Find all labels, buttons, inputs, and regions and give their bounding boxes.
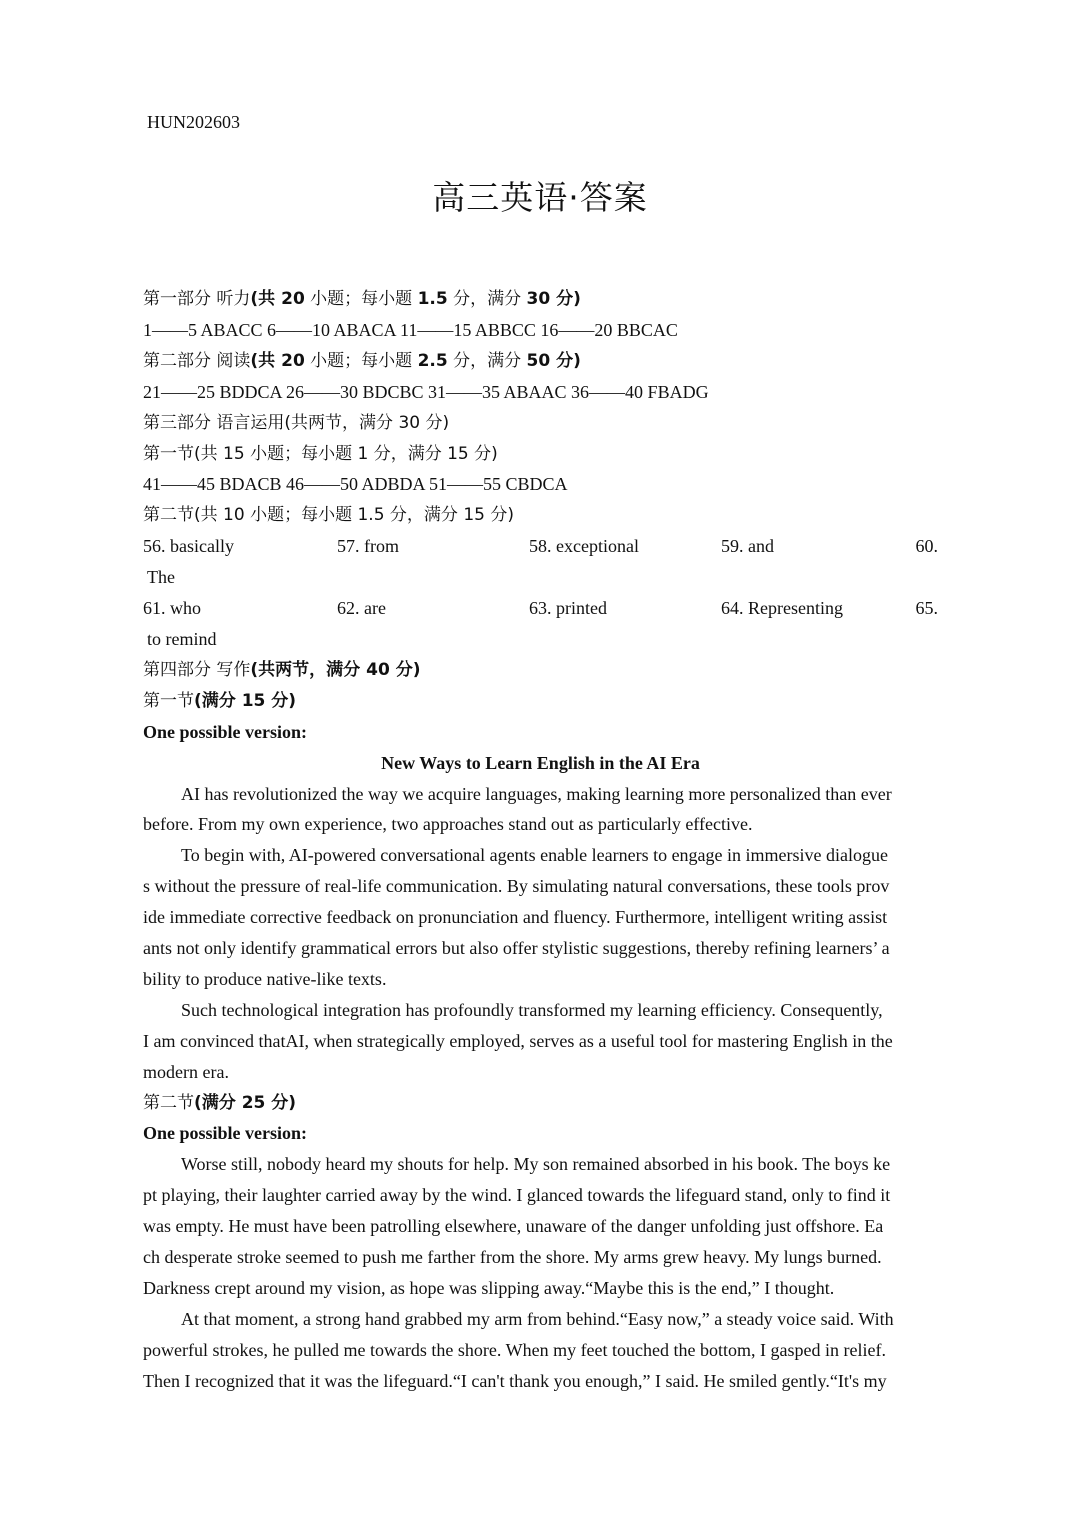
part4-section2-heading: 第二节(满分 25 分) xyxy=(143,1092,297,1113)
version-label-1: One possible version: xyxy=(143,721,308,742)
essay-line: Such technological integration has profoundly transformed my learning efficiency. Consequently, xyxy=(181,999,883,1020)
story-line: Worse still, nobody heard my shouts for help. My son remained absorbed in his book. The boys ke xyxy=(181,1154,891,1175)
answer-64: 64. Representing xyxy=(721,598,843,619)
story-line: was empty. He must have been patrolling elsewhere, unaware of the danger unfolding just offshore. Ea xyxy=(143,1216,884,1237)
part2-answers: 21——25 BDDCA 26——30 BDCBC 31——35 ABAAC 36——40 FBADG xyxy=(143,381,709,402)
story-line: ch desperate stroke seemed to push me farther from the shore. My arms grew heavy. My lungs burned. xyxy=(143,1247,882,1268)
essay-line: bility to produce native-like texts. xyxy=(143,968,387,989)
answer-60-number: 60. xyxy=(915,536,938,557)
answer-row-61-65 xyxy=(143,593,938,624)
story-line: Then I recognized that it was the lifeguard.“I can't thank you enough,” I said. He smiled gently.“It's my xyxy=(143,1370,887,1391)
answer-57: 57. from xyxy=(337,536,399,557)
answer-56: 56. basically xyxy=(143,536,234,557)
answer-59: 59. and xyxy=(721,536,774,557)
part2-heading: 第二部分 阅读(共 20 小题；每小题 2.5 分，满分 50 分) xyxy=(143,350,581,371)
essay-line: s without the pressure of real-life communication. By simulating natural conversations, these tools prov xyxy=(143,876,890,897)
answer-60-text: The xyxy=(147,567,175,588)
story-line: powerful strokes, he pulled me towards the shore. When my feet touched the bottom, I gasped in relief. xyxy=(143,1339,886,1360)
answer-65-number: 65. xyxy=(915,598,938,619)
essay-line: To begin with, AI-powered conversational agents enable learners to engage in immersive dialogue xyxy=(181,845,889,866)
part3-section1-heading: 第一节(共 15 小题；每小题 1 分，满分 15 分) xyxy=(143,443,498,464)
answer-row-56-60 xyxy=(143,531,938,562)
part1-heading: 第一部分 听力(共 20 小题；每小题 1.5 分，满分 30 分) xyxy=(143,289,581,309)
essay-line: before. From my own experience, two approaches stand out as particularly effective. xyxy=(143,814,753,835)
answer-65-text: to remind xyxy=(147,628,217,649)
part4-section1-heading: 第一节(满分 15 分) xyxy=(143,690,297,711)
part3-heading: 第三部分 语言运用(共两节，满分 30 分) xyxy=(143,412,450,433)
part1-answers: 1——5 ABACC 6——10 ABACA 11——15 ABBCC 16——20 BBCAC xyxy=(143,319,678,340)
story-line: At that moment, a strong hand grabbed my arm from behind.“Easy now,” a steady voice said. With xyxy=(181,1308,894,1329)
essay-line: ants not only identify grammatical errors but also offer stylistic suggestions, thereby refining learners’ a xyxy=(143,938,890,959)
part3-section1-answers: 41——45 BDACB 46——50 ADBDA 51——55 CBDCA xyxy=(143,474,568,495)
story-line: pt playing, their laughter carried away by the wind. I glanced towards the lifeguard stand, only to find it xyxy=(143,1185,891,1206)
answer-63: 63. printed xyxy=(529,598,607,619)
answer-58: 58. exceptional xyxy=(529,536,639,557)
essay-line: ide immediate corrective feedback on pronunciation and fluency. Furthermore, intelligent writing assist xyxy=(143,907,888,928)
essay-line: I am convinced thatAI, when strategically employed, serves as a useful tool for mastering English in the xyxy=(143,1030,893,1051)
answer-62: 62. are xyxy=(337,598,386,619)
answer-61: 61. who xyxy=(143,598,201,619)
essay-line: modern era. xyxy=(143,1061,229,1082)
page-title: 高三英语·答案 xyxy=(432,178,648,217)
essay-line: AI has revolutionized the way we acquire languages, making learning more personalized than ever xyxy=(181,783,892,804)
story-line: Darkness crept around my vision, as hope was slipping away.“Maybe this is the end,” I thought. xyxy=(143,1278,835,1298)
part4-heading: 第四部分 写作(共两节，满分 40 分) xyxy=(143,659,421,680)
paper-code: HUN202603 xyxy=(147,112,240,132)
version-label-2: One possible version: xyxy=(143,1123,308,1144)
part3-section2-heading: 第二节(共 10 小题；每小题 1.5 分，满分 15 分) xyxy=(143,505,514,526)
essay-title: New Ways to Learn English in the AI Era xyxy=(381,752,700,773)
answer-content xyxy=(143,284,938,1397)
